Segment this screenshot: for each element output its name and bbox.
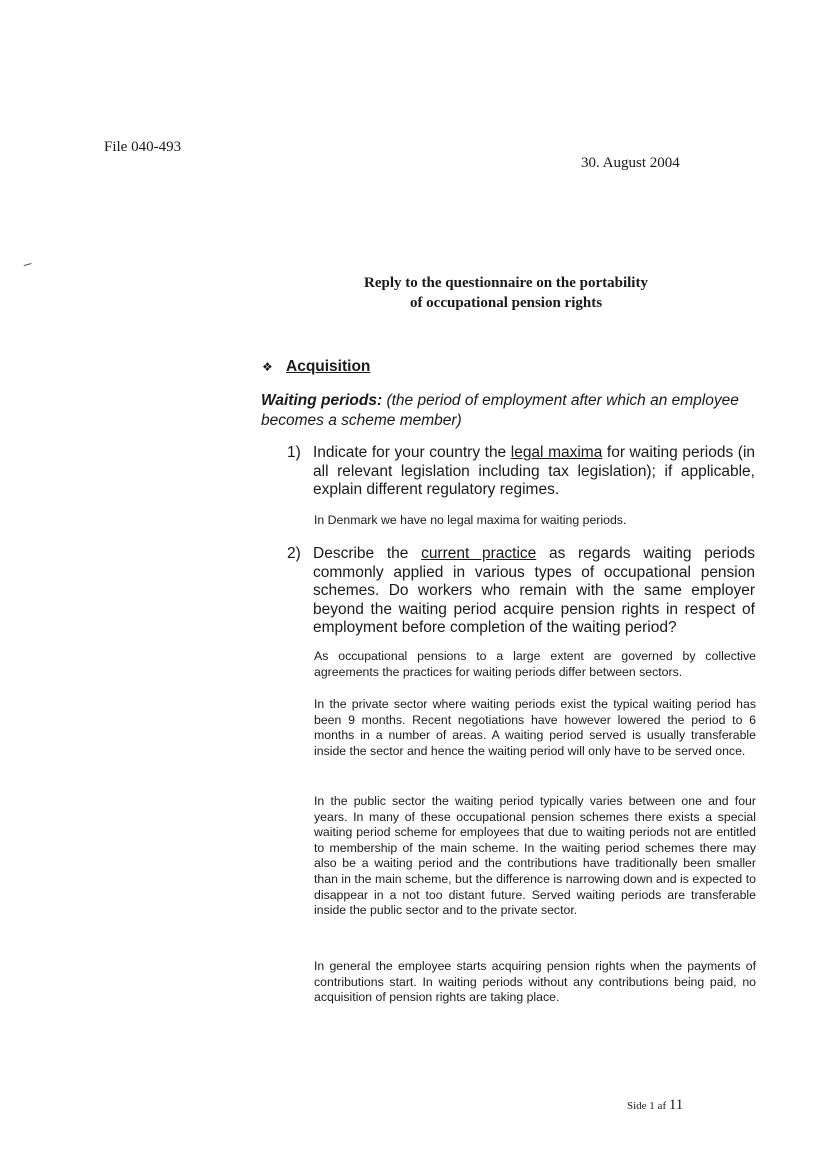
question-keyword: legal maxima (510, 444, 603, 461)
page-number (627, 1097, 683, 1114)
document-title (300, 273, 712, 313)
waiting-periods-intro (261, 391, 755, 431)
question-text: Indicate for your country the legal maxima for waiting periods (in all relevant legislation including tax legislation); if applicable, explain different regulatory regimes. (313, 444, 756, 498)
intro-description: (the period of employment after which an employee becomes a scheme member) (261, 392, 739, 429)
title-line-2: of occupational pension rights (409, 295, 603, 311)
section-heading-label: Acquisition (286, 358, 371, 375)
question-number: 1) (287, 444, 301, 461)
page-number-prefix: Side 1 af (627, 1100, 667, 1112)
section-heading (262, 358, 370, 376)
answer-paragraph: In the private sector where waiting periods exist the typical waiting period has been 9 months. Recent negotiations have however lowered the period to 6 months in a number of areas. A waiting period served is usually transferable inside the sector and hence the waiting period will only have to be served once. (314, 697, 756, 758)
document-date: 30. August 2004 (581, 155, 680, 171)
question-2 (287, 545, 755, 638)
question-text: Describe the current practice as regards waiting periods commonly applied in various types of occupational pension schemes. Do workers who remain with the same employer beyond the waiting period acquire pension rights in respect of employment before completion of the waiting period? (313, 545, 755, 636)
answer-paragraph: In Denmark we have no legal maxima for waiting periods. (314, 513, 627, 527)
question-keyword: current practice (421, 545, 537, 562)
answer-paragraph: In the public sector the waiting period typically varies between one and four years. In many of these occupational pension schemes there exists a special waiting period scheme for employees that due to waiting periods not are entitled to membership of the main scheme. In the waiting period schemes there may also be a waiting period and the contributions have traditionally been smaller than in the main scheme, but the difference is narrowing down and is expected to disappear in a not too distant future. Served waiting periods are transferable inside the public sector and to the private sector. (314, 794, 756, 918)
answer-paragraph: As occupational pensions to a large extent are governed by collective agreements the practices for waiting periods differ between sectors. (314, 649, 756, 679)
page-number-total: 11 (668, 1097, 684, 1113)
question-number: 2) (287, 545, 301, 562)
file-reference: File 040-493 (104, 139, 182, 155)
intro-term: Waiting periods: (261, 392, 383, 409)
answer-paragraph: In general the employee starts acquiring pension rights when the payments of contributions start. In waiting periods without any contributions being paid, no acquisition of pension rights are taking place. (314, 959, 756, 1005)
scan-artifact (24, 263, 33, 269)
title-line-1: Reply to the questionnaire on the portability (364, 275, 648, 291)
question-1 (287, 444, 755, 500)
four-diamond-bullet-icon: ❖ (262, 360, 273, 374)
